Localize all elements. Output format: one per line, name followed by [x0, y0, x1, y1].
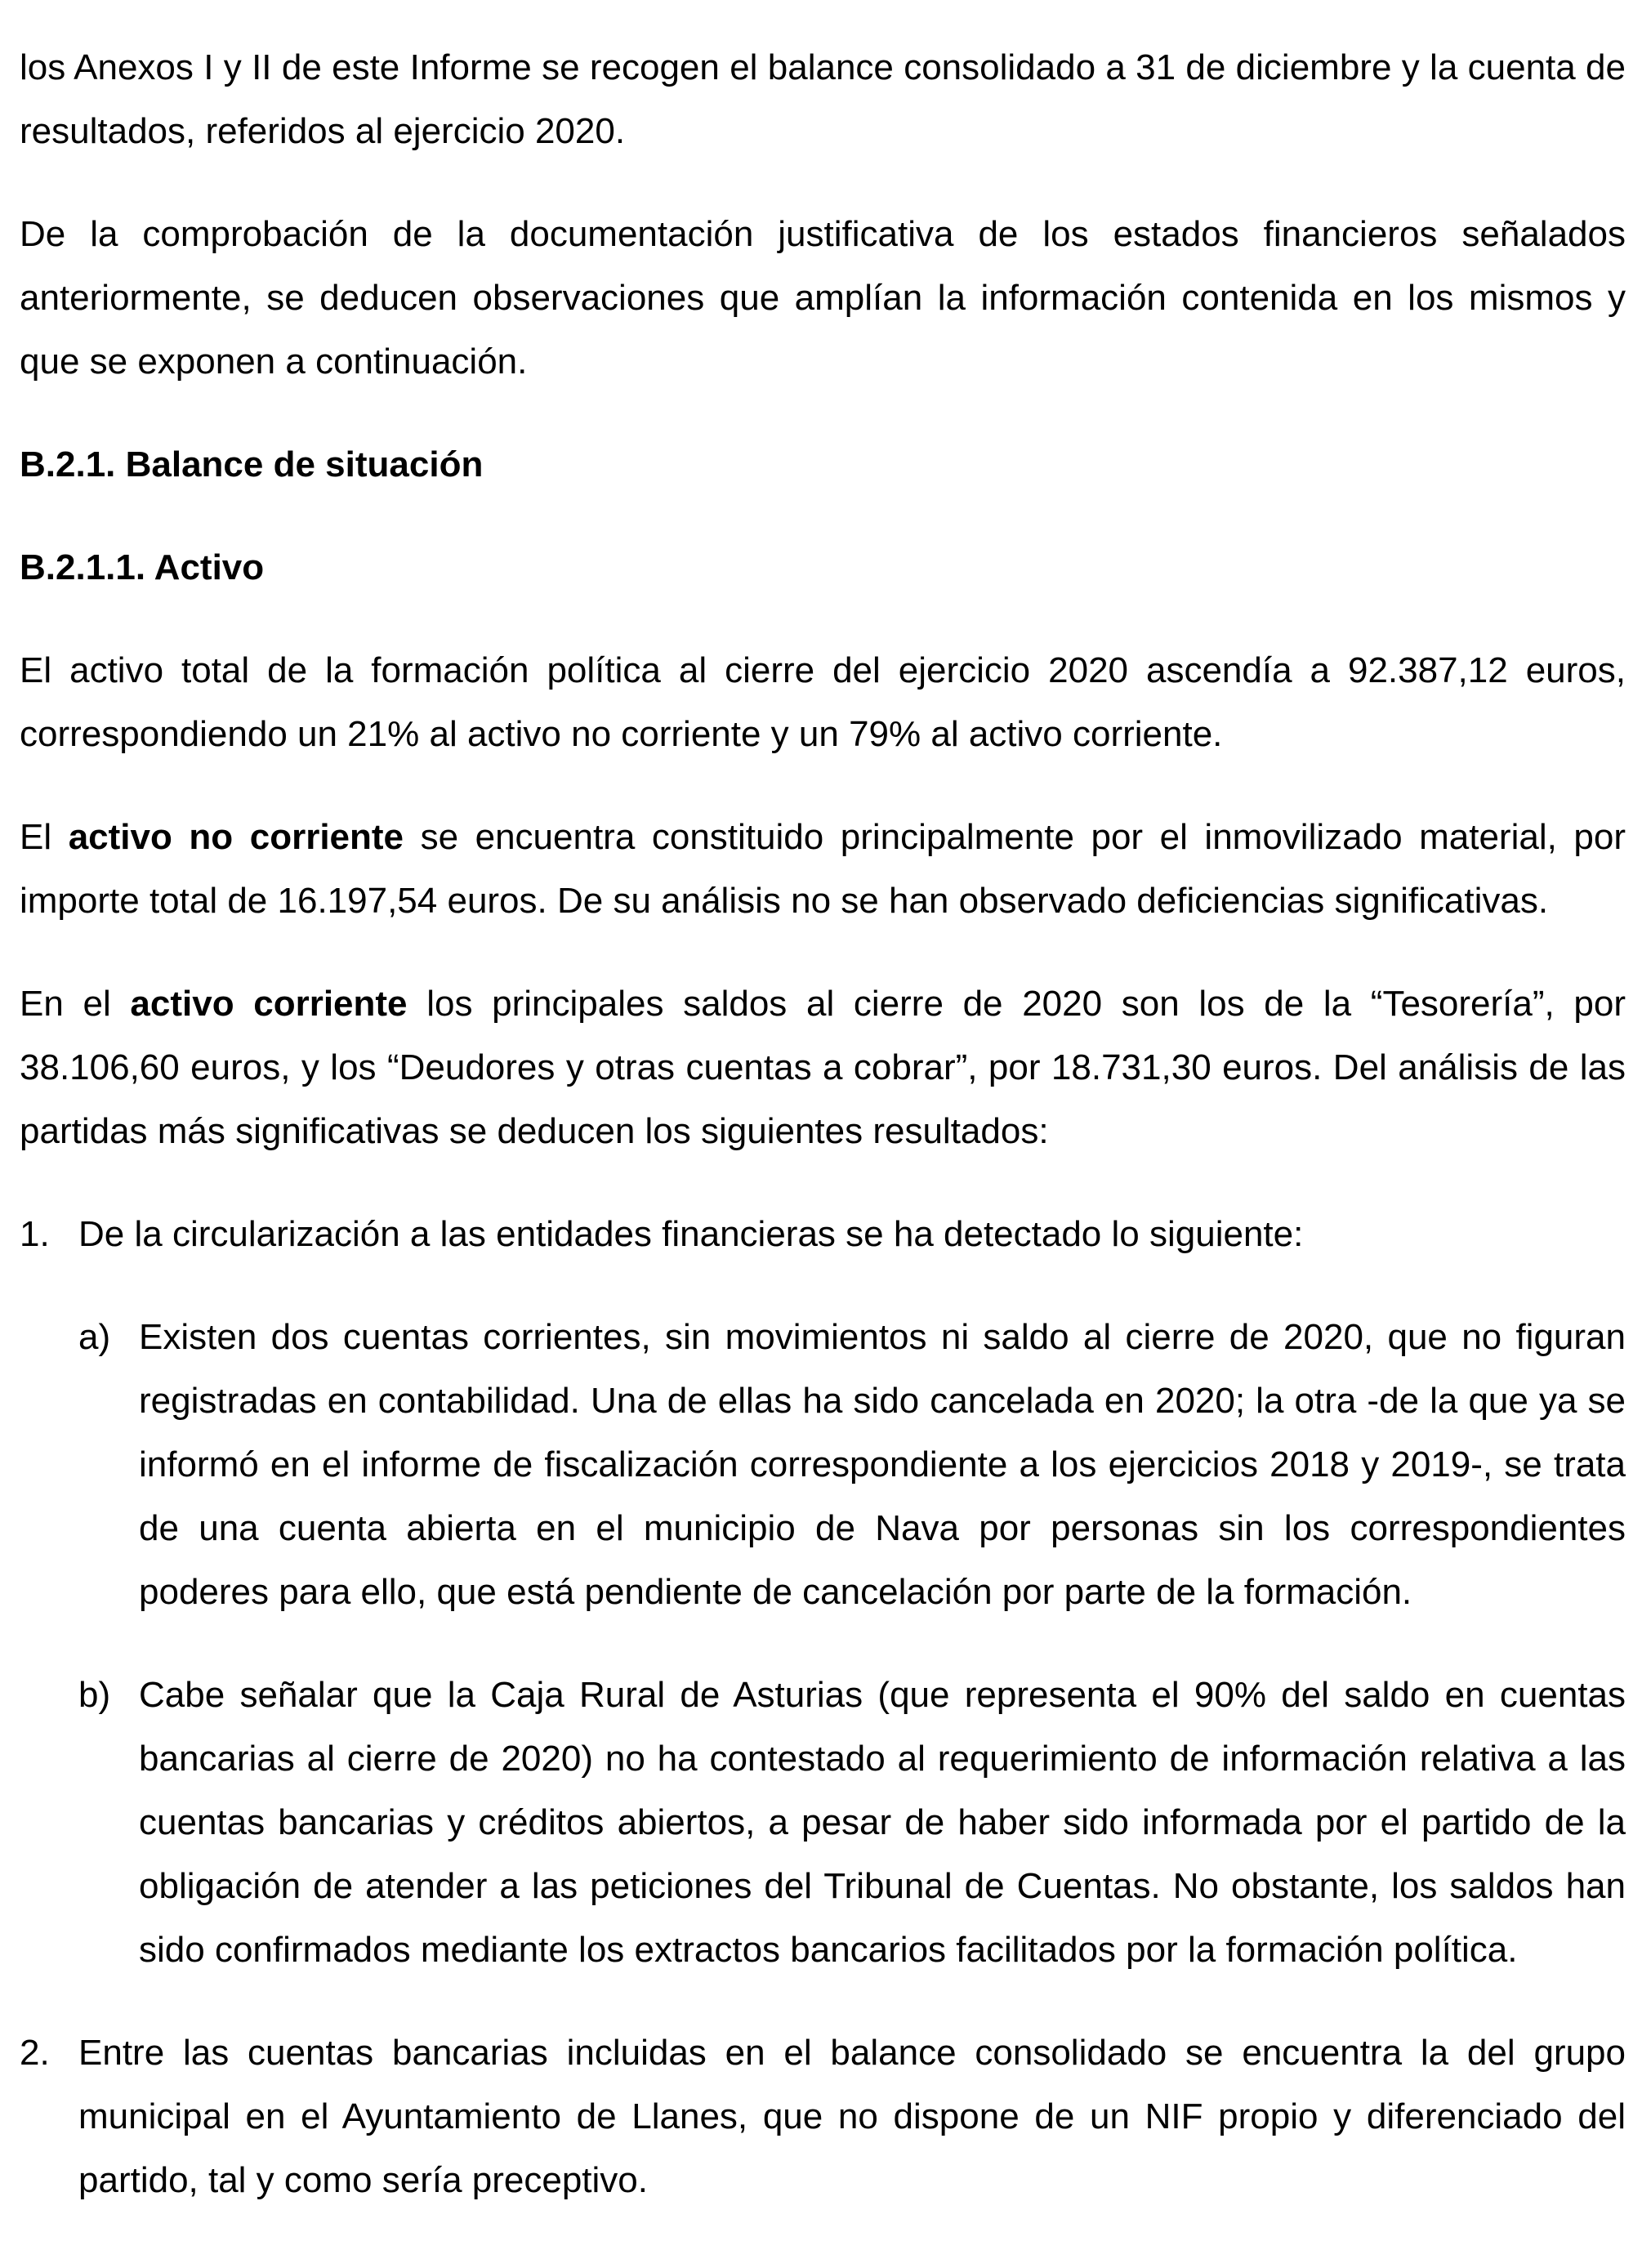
paragraph-activo-total: El activo total de la formación política al cierre del ejercicio 2020 ascendía a 92.387,12 euros, correspondiendo un 21% al activo no corriente y un 79% al activo corriente. — [20, 650, 1626, 754]
list-item-1b — [20, 1663, 1626, 1982]
bold-term-activo-no-corriente: activo no corriente — [68, 817, 404, 857]
list-item-1a — [20, 1306, 1626, 1624]
list-marker: 1. — [20, 1214, 50, 1254]
list-item-2 — [20, 2021, 1626, 2212]
list-item-1 — [20, 1203, 1626, 1266]
list-marker: 2. — [20, 2033, 50, 2073]
paragraph-comprobacion: De la comprobación de la documentación justificativa de los estados financieros señalados anteriormente, se deducen observaciones que amplían la información contenida en los mismos y que se exponen a continuación. — [20, 214, 1626, 382]
list-item-text: Existen dos cuentas corrientes, sin movimientos ni saldo al cierre de 2020, que no figuran registradas en contabilidad. Una de ellas ha sido cancelada en 2020; la otra -de la que ya se informó en el informe de fiscalización correspondiente a los ejercicios 2018 y 2019-, se trata de una cuenta abierta en el municipio de Nava por personas sin los correspondientes poderes para ello, que está pendiente de cancelación por parte de la formación. — [139, 1317, 1626, 1612]
list-item-text: Cabe señalar que la Caja Rural de Asturias (que representa el 90% del saldo en cuentas bancarias al cierre de 2020) no ha contestado al requerimiento de información relativa a las cuentas bancarias y créditos abiertos, a pesar de haber sido informada por el partido de la obligación de atender a las peticiones del Tribunal de Cuentas. No obstante, los saldos han sido confirmados mediante los extractos bancarios facilitados por la formación política. — [139, 1675, 1626, 1970]
list-marker: b) — [78, 1675, 111, 1715]
text-segment: En el — [20, 984, 131, 1024]
paragraph-intro: los Anexos I y II de este Informe se recogen el balance consolidado a 31 de diciembre y la cuenta de resultados, referidos al ejercicio 2020. — [20, 47, 1626, 151]
document-page — [20, 36, 1626, 2212]
list-marker: a) — [78, 1317, 111, 1357]
paragraph-activo-corriente — [20, 972, 1626, 1163]
heading-balance-situacion: B.2.1. Balance de situación — [20, 444, 484, 484]
list-item-text: De la circularización a las entidades financieras se ha detectado lo siguiente: — [78, 1214, 1304, 1254]
text-segment: se encuentra constituido principalmente por el inmovilizado material, por importe total de 16.197,54 euros. De su análisis no se han observado deficiencias significativas. — [20, 817, 1626, 921]
text-segment: los principales saldos al cierre de 2020 son los de la “Tesorería”, por 38.106,60 euros, y los “Deudores y otras cuentas a cobrar”, por 18.731,30 euros. Del análisis de las partidas más significativas se deducen los siguientes resultados: — [20, 984, 1626, 1151]
text-segment: El — [20, 817, 69, 857]
list-item-text: Entre las cuentas bancarias incluidas en el balance consolidado se encuentra la del grupo municipal en el Ayuntamiento de Llanes, que no dispone de un NIF propio y diferenciado del partido, tal y como sería preceptivo. — [78, 2033, 1626, 2200]
paragraph-activo-no-corriente — [20, 806, 1626, 933]
heading-activo: B.2.1.1. Activo — [20, 547, 265, 587]
bold-term-activo-corriente: activo corriente — [130, 984, 408, 1024]
